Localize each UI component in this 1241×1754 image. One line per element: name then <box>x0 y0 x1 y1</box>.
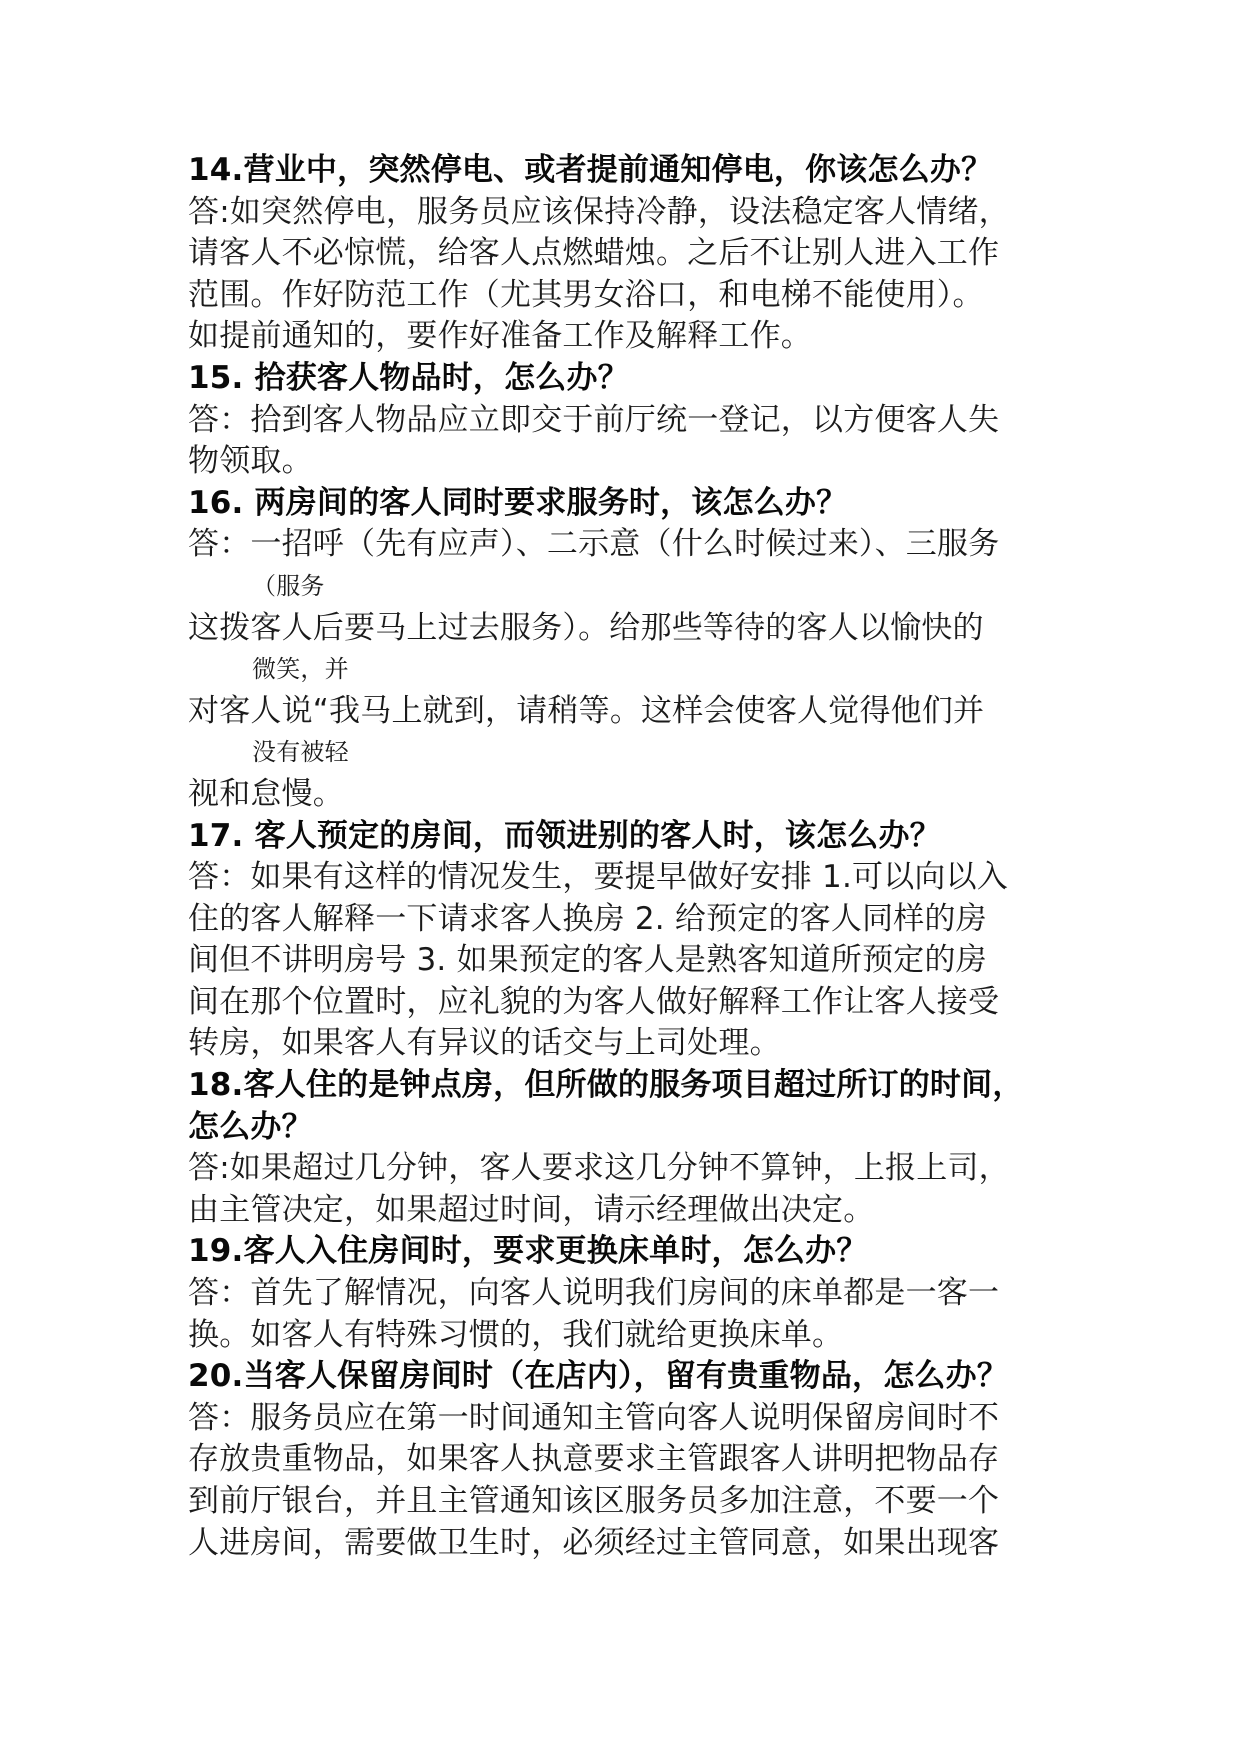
answer-line: 范围。作好防范工作（尤其男女浴口，和电梯不能使用）。 <box>188 276 984 313</box>
answer-line: 到前厅银台，并且主管通知该区服务员多加注意，不要一个 <box>188 1483 1000 1519</box>
question-line: 14.营业中，突然停电、或者提前通知停电，你该怎么办？ <box>188 152 993 188</box>
question-line: 15. 拾获客人物品时，怎么办？ <box>188 359 629 396</box>
answer-line: 这拨客人后要马上过去服务）。给那些等待的客人以愉快的 <box>188 609 984 646</box>
answer-line: 答：如果有这样的情况发生，要提早做好安排 1.可以向以入 <box>188 859 1009 896</box>
answer-line: 微笑，并 <box>252 655 349 684</box>
answer-line: 请客人不必惊慌，给客人点燃蜡烛。之后不让别人进入工作 <box>188 235 1000 272</box>
answer-line: （服务 <box>252 571 325 600</box>
answer-line: 物领取。 <box>188 443 313 480</box>
question-line: 17. 客人预定的房间，而领进别的客人时，该怎么办？ <box>188 817 941 854</box>
answer-line: 转房，如果客人有异议的话交与上司处理。 <box>188 1025 781 1062</box>
answer-line: 答：服务员应在第一时间通知主管向客人说明保留房间时不 <box>188 1399 1000 1436</box>
answer-line: 存放贵重物品，如果客人执意要求主管跟客人讲明把物品存 <box>188 1441 1000 1478</box>
answer-line: 答:如果超过几分钟，客人要求这几分钟不算钟，上报上司， <box>188 1150 1010 1187</box>
answer-line: 换。如客人有特殊习惯的，我们就给更换床单。 <box>188 1316 844 1353</box>
answer-line: 间但不讲明房号 3. 如果预定的客人是熟客知道所预定的房 <box>188 942 987 979</box>
answer-line: 对客人说“我马上就到，请稍等。这样会使客人觉得他们并 <box>188 692 985 729</box>
answer-line: 答：首先了解情况，向客人说明我们房间的床单都是一客一 <box>188 1275 1000 1312</box>
answer-line: 答：一招呼（先有应声）、二示意（什么时候过来）、三服务 <box>188 526 1000 563</box>
question-line: 怎么办？ <box>188 1108 313 1145</box>
answer-line: 住的客人解释一下请求客人换房 2. 给预定的客人同样的房 <box>188 900 987 937</box>
question-line: 18.客人住的是钟点房，但所做的服务项目超过所订的时间， <box>188 1067 1024 1104</box>
answer-line: 人进房间，需要做卫生时，必须经过主管同意，如果出现客 <box>188 1524 1000 1561</box>
question-line: 20.当客人保留房间时（在店内），留有贵重物品，怎么办？ <box>188 1358 1009 1395</box>
answer-line: 由主管决定，如果超过时间，请示经理做出决定。 <box>188 1191 875 1228</box>
question-line: 19.客人入住房间时，要求更换床单时，怎么办？ <box>188 1233 868 1270</box>
answer-line: 视和怠慢。 <box>188 775 344 812</box>
question-line: 16. 两房间的客人同时要求服务时，该怎么办？ <box>188 484 848 521</box>
answer-line: 答：拾到客人物品应立即交于前厅统一登记，以方便客人失 <box>188 401 1000 438</box>
answer-line: 答:如突然停电，服务员应该保持冷静，设法稳定客人情绪， <box>188 193 1010 230</box>
document-body <box>188 150 1068 1564</box>
answer-line: 没有被轻 <box>252 738 349 767</box>
answer-line: 如提前通知的，要作好准备工作及解释工作。 <box>188 318 812 355</box>
answer-line: 间在那个位置时，应礼貌的为客人做好解释工作让客人接受 <box>188 983 1000 1020</box>
